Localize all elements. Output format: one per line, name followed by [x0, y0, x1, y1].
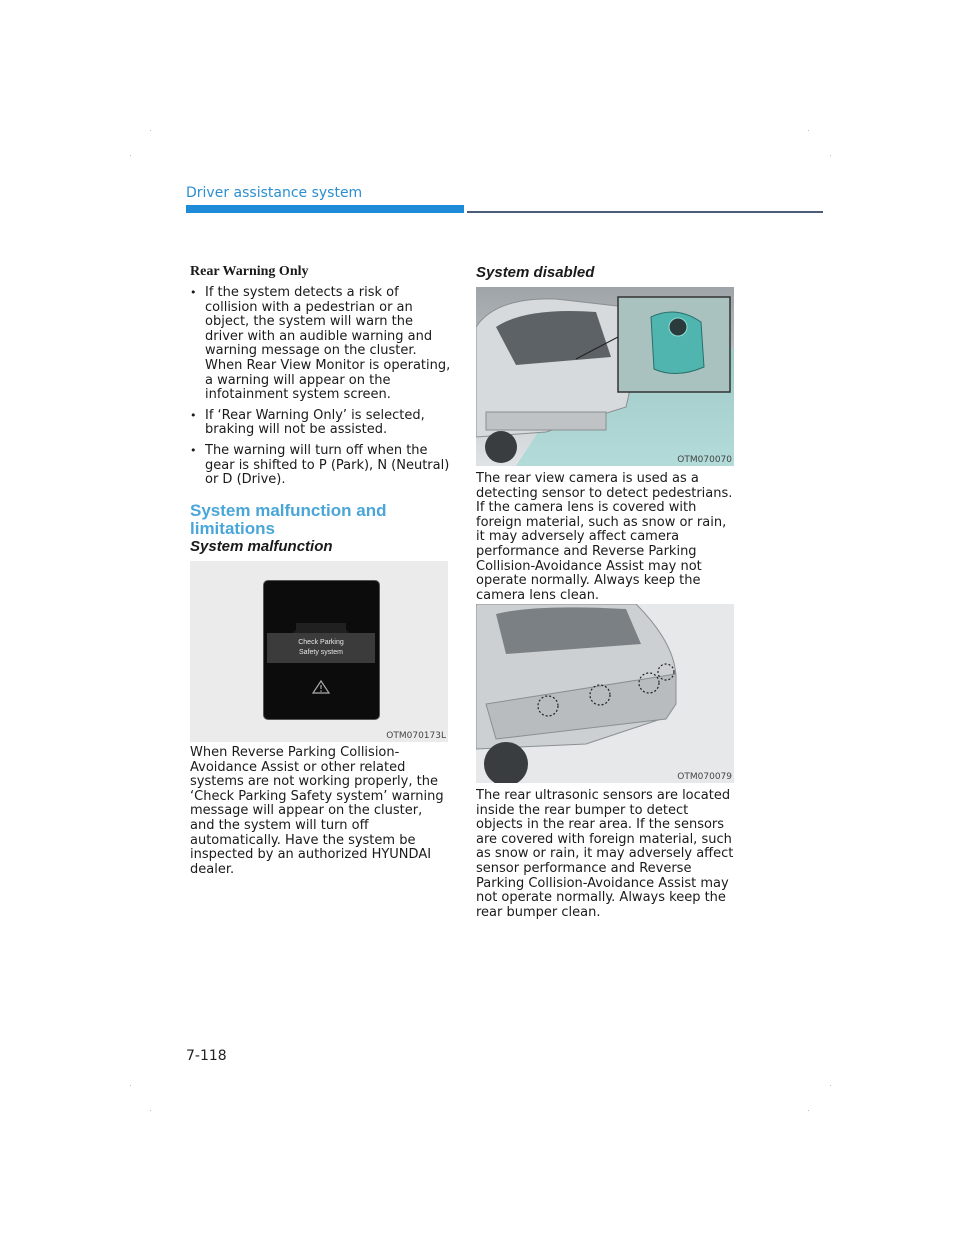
rear-sensors-illustration [476, 604, 734, 783]
sensors-text: The rear ultrasonic sensors are located inside the rear bumper to detect objects in the rear area. If the sensors are covered with foreign material, such as snow or rain, it may adversely affect sensor performance and Reverse Parking Collision-Avoidance Assist may not operate normally. Always keep the rear bumper clean. [476, 788, 734, 920]
message-line: Safety system [299, 649, 343, 656]
bullet-item: • The warning will turn off when the gear is shifted to P (Park), N (Neutral) or D (Drive). [190, 444, 452, 488]
crop-mark [150, 1110, 151, 1111]
rear-camera-illustration [476, 287, 734, 466]
disabled-heading: System disabled [476, 264, 595, 281]
cluster-screen [263, 580, 380, 720]
bullet-item: • If the system detects a risk of collision with a pedestrian or an object, the system will warn the driver with an audible warning and warning message on the cluster. When Rear View Monitor is operating, a warning will appear on the infotainment system screen. [190, 286, 452, 403]
rear-warning-heading: Rear Warning Only [190, 264, 309, 279]
camera-text: The rear view camera is used as a detecting sensor to detect pedestrians. If the camera lens is covered with foreign material, such as snow or rain, it may adversely affect camera performance and Reverse Parking Collision-Avoidance Assist may not operate normally. Always keep the camera lens clean. [476, 471, 733, 603]
figure-code: OTM070079 [677, 772, 732, 782]
warning-message-box [267, 633, 375, 663]
malfunction-text: When Reverse Parking Collision-Avoidance Assist or other related systems are not working properly, the ‘Check Parking Safety system’ warning message will appear on the cluster, and the system will turn off automatically. Have the system be inspected by an authorized HYUNDAI dealer. [190, 745, 444, 877]
header-bar-accent [186, 205, 464, 213]
figure-sensors [476, 604, 734, 783]
figure-cluster [190, 561, 448, 742]
figure-code: OTM070173L [386, 731, 446, 741]
page-number: 7-118 [186, 1048, 227, 1064]
crop-mark [808, 1110, 809, 1111]
malfunction-subheading: System malfunction [190, 538, 333, 555]
figure-camera [476, 287, 734, 466]
message-line: Check Parking [298, 639, 344, 646]
rear-warning-bullets [190, 286, 452, 488]
malfunction-heading: System malfunction and limitations [190, 501, 387, 538]
crop-mark [808, 130, 809, 131]
crop-mark [830, 1085, 831, 1086]
section-title: Driver assistance system [186, 185, 363, 201]
crop-mark [130, 1085, 131, 1086]
bullet-item: • If ‘Rear Warning Only’ is selected, braking will not be assisted. [190, 409, 452, 438]
left-column [190, 264, 452, 494]
warning-triangle-icon [311, 679, 331, 695]
figure-code: OTM070070 [677, 455, 732, 465]
crop-mark [150, 130, 151, 131]
header-rule [467, 211, 823, 213]
crop-mark [130, 155, 131, 156]
crop-mark [830, 155, 831, 156]
